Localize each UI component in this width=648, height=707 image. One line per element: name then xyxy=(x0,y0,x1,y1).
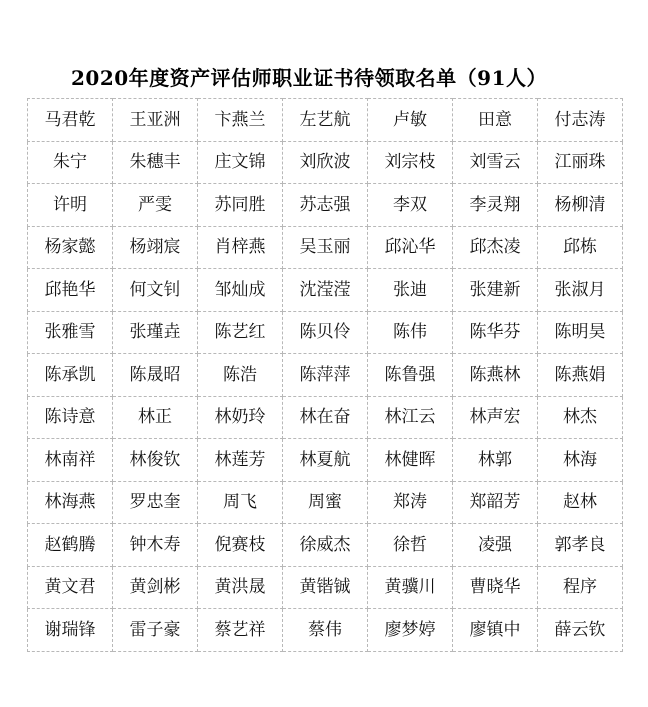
name-cell: 林在奋 xyxy=(283,396,368,439)
name-cell: 黄剑彬 xyxy=(113,566,198,609)
name-cell: 曹晓华 xyxy=(453,566,538,609)
name-cell: 蔡伟 xyxy=(283,609,368,652)
name-cell: 廖梦婷 xyxy=(368,609,453,652)
name-cell: 严雯 xyxy=(113,184,198,227)
name-cell: 江丽珠 xyxy=(538,141,623,184)
name-cell: 赵鹤腾 xyxy=(28,524,113,567)
name-cell: 赵林 xyxy=(538,481,623,524)
name-cell: 蔡艺祥 xyxy=(198,609,283,652)
table-row xyxy=(28,609,623,652)
name-cell: 陈燕林 xyxy=(453,354,538,397)
name-cell: 邱栋 xyxy=(538,226,623,269)
name-cell: 邹灿成 xyxy=(198,269,283,312)
name-cell: 黄锴铖 xyxy=(283,566,368,609)
table-row xyxy=(28,269,623,312)
name-cell: 陈晟昭 xyxy=(113,354,198,397)
name-cell: 卞燕兰 xyxy=(198,99,283,142)
name-cell: 田意 xyxy=(453,99,538,142)
name-cell: 王亚洲 xyxy=(113,99,198,142)
name-cell: 程序 xyxy=(538,566,623,609)
name-cell: 朱宁 xyxy=(28,141,113,184)
name-cell: 庄文锦 xyxy=(198,141,283,184)
name-cell: 张淑月 xyxy=(538,269,623,312)
name-cell: 邱艳华 xyxy=(28,269,113,312)
name-cell: 林海燕 xyxy=(28,481,113,524)
name-cell: 陈华芬 xyxy=(453,311,538,354)
name-cell: 吴玉丽 xyxy=(283,226,368,269)
name-cell: 凌强 xyxy=(453,524,538,567)
name-cell: 罗忠奎 xyxy=(113,481,198,524)
table-row xyxy=(28,99,623,142)
name-cell: 周飞 xyxy=(198,481,283,524)
name-cell: 朱穗丰 xyxy=(113,141,198,184)
name-cell: 杨柳清 xyxy=(538,184,623,227)
name-cell: 邱杰凌 xyxy=(453,226,538,269)
table-row xyxy=(28,524,623,567)
name-cell: 苏志强 xyxy=(283,184,368,227)
name-cell: 薛云钦 xyxy=(538,609,623,652)
names-table-body xyxy=(28,99,623,652)
table-row xyxy=(28,184,623,227)
name-cell: 钟木寿 xyxy=(113,524,198,567)
name-cell: 林正 xyxy=(113,396,198,439)
name-cell: 林莲芳 xyxy=(198,439,283,482)
name-cell: 马君乾 xyxy=(28,99,113,142)
name-cell: 邱沁华 xyxy=(368,226,453,269)
name-cell: 李双 xyxy=(368,184,453,227)
name-cell: 林健晖 xyxy=(368,439,453,482)
name-cell: 陈鲁强 xyxy=(368,354,453,397)
name-cell: 张雅雪 xyxy=(28,311,113,354)
name-cell: 雷子豪 xyxy=(113,609,198,652)
name-cell: 刘欣波 xyxy=(283,141,368,184)
name-cell: 卢敏 xyxy=(368,99,453,142)
name-cell: 林杰 xyxy=(538,396,623,439)
table-row xyxy=(28,566,623,609)
name-cell: 刘雪云 xyxy=(453,141,538,184)
name-cell: 陈浩 xyxy=(198,354,283,397)
name-cell: 周蜜 xyxy=(283,481,368,524)
document-title: 2020年度资产评估师职业证书待领取名单（91人） xyxy=(71,66,547,90)
name-cell: 苏同胜 xyxy=(198,184,283,227)
name-cell: 陈明昊 xyxy=(538,311,623,354)
name-cell: 何文钊 xyxy=(113,269,198,312)
name-cell: 林俊钦 xyxy=(113,439,198,482)
name-cell: 杨家懿 xyxy=(28,226,113,269)
table-row xyxy=(28,311,623,354)
name-cell: 倪赛枝 xyxy=(198,524,283,567)
name-cell: 黄洪晟 xyxy=(198,566,283,609)
table-row xyxy=(28,141,623,184)
name-cell: 郭孝良 xyxy=(538,524,623,567)
name-cell: 陈承凯 xyxy=(28,354,113,397)
name-cell: 付志涛 xyxy=(538,99,623,142)
name-cell: 郑韶芳 xyxy=(453,481,538,524)
name-cell: 刘宗枝 xyxy=(368,141,453,184)
name-cell: 黄骥川 xyxy=(368,566,453,609)
name-cell: 徐哲 xyxy=(368,524,453,567)
name-cell: 陈燕娟 xyxy=(538,354,623,397)
name-cell: 黄文君 xyxy=(28,566,113,609)
name-cell: 林南祥 xyxy=(28,439,113,482)
name-cell: 林声宏 xyxy=(453,396,538,439)
name-cell: 陈诗意 xyxy=(28,396,113,439)
name-cell: 陈贝伶 xyxy=(283,311,368,354)
table-row xyxy=(28,439,623,482)
name-cell: 林夏航 xyxy=(283,439,368,482)
name-cell: 杨翊宸 xyxy=(113,226,198,269)
table-row xyxy=(28,354,623,397)
name-cell: 林江云 xyxy=(368,396,453,439)
name-cell: 林奶玲 xyxy=(198,396,283,439)
table-row xyxy=(28,396,623,439)
table-row xyxy=(28,226,623,269)
name-cell: 郑涛 xyxy=(368,481,453,524)
name-cell: 张瑾垚 xyxy=(113,311,198,354)
name-cell: 张迪 xyxy=(368,269,453,312)
name-cell: 许明 xyxy=(28,184,113,227)
name-cell: 廖镇中 xyxy=(453,609,538,652)
name-cell: 林郭 xyxy=(453,439,538,482)
table-row xyxy=(28,481,623,524)
name-cell: 李灵翔 xyxy=(453,184,538,227)
name-cell: 沈滢滢 xyxy=(283,269,368,312)
name-cell: 陈萍萍 xyxy=(283,354,368,397)
name-cell: 左艺航 xyxy=(283,99,368,142)
name-cell: 陈艺红 xyxy=(198,311,283,354)
name-cell: 林海 xyxy=(538,439,623,482)
names-table xyxy=(27,98,623,652)
name-cell: 谢瑞锋 xyxy=(28,609,113,652)
name-cell: 陈伟 xyxy=(368,311,453,354)
name-cell: 徐威杰 xyxy=(283,524,368,567)
name-cell: 肖梓燕 xyxy=(198,226,283,269)
name-cell: 张建新 xyxy=(453,269,538,312)
